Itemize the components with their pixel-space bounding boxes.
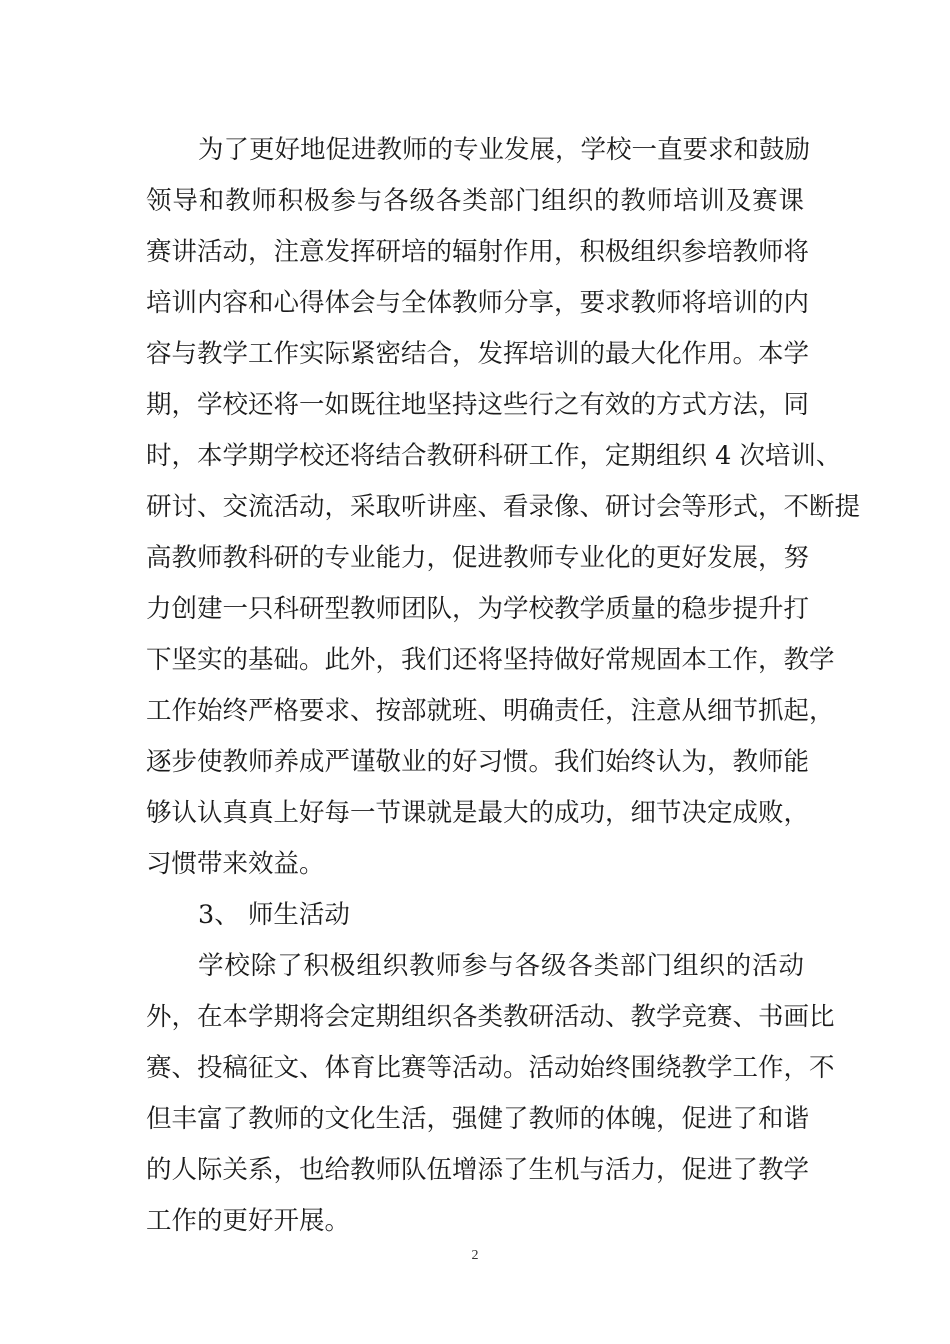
paragraph-line: 外，在本学期将会定期组织各类教研活动、教学竞赛、书画比: [146, 1002, 835, 1032]
paragraph-line: 够认认真真上好每一节课就是最大的成功，细节决定成败，: [146, 798, 810, 828]
paragraph-line: 时，本学期学校还将结合教研科研工作，定期组织 4 次培训、: [146, 441, 842, 471]
paragraph-line: 期，学校还将一如既往地坚持这些行之有效的方式方法，同: [146, 390, 810, 420]
paragraph-line: 但丰富了教师的文化生活，强健了教师的体魄，促进了和谐: [146, 1104, 810, 1134]
paragraph-line: 容与教学工作实际紧密结合，发挥培训的最大化作用。本学: [146, 339, 810, 369]
paragraph-line: 赛讲活动，注意发挥研培的辐射作用，积极组织参培教师将: [146, 237, 810, 267]
section-heading: 3、 师生活动: [198, 900, 350, 930]
paragraph-line: 领导和教师积极参与各级各类部门组织的教师培训及赛课: [146, 186, 804, 216]
paragraph-line: 的人际关系，也给教师队伍增添了生机与活力，促进了教学: [146, 1155, 810, 1185]
paragraph-line: 下坚实的基础。此外，我们还将坚持做好常规固本工作，教学: [146, 645, 835, 675]
paragraph-line: 培训内容和心得体会与全体教师分享，要求教师将培训的内: [146, 288, 810, 318]
paragraph-line: 学校除了积极组织教师参与各级各类部门组织的活动: [198, 951, 804, 981]
paragraph-line: 研讨、交流活动，采取听讲座、看录像、研讨会等形式，不断提: [146, 492, 861, 522]
page-number: 2: [471, 1248, 479, 1263]
paragraph-line: 力创建一只科研型教师团队，为学校教学质量的稳步提升打: [146, 594, 810, 624]
paragraph-line: 工作始终严格要求、按部就班、明确责任，注意从细节抓起，: [146, 696, 835, 726]
paragraph-line: 赛、投稿征文、体育比赛等活动。活动始终围绕教学工作，不: [146, 1053, 835, 1083]
paragraph-line: 高教师教科研的专业能力，促进教师专业化的更好发展，努: [146, 543, 810, 573]
paragraph-line: 为了更好地促进教师的专业发展，学校一直要求和鼓励: [198, 135, 811, 165]
paragraph-line: 习惯带来效益。: [146, 849, 325, 879]
paragraph-line: 逐步使教师养成严谨敬业的好习惯。我们始终认为，教师能: [146, 747, 810, 777]
paragraph-line: 工作的更好开展。: [146, 1206, 351, 1236]
